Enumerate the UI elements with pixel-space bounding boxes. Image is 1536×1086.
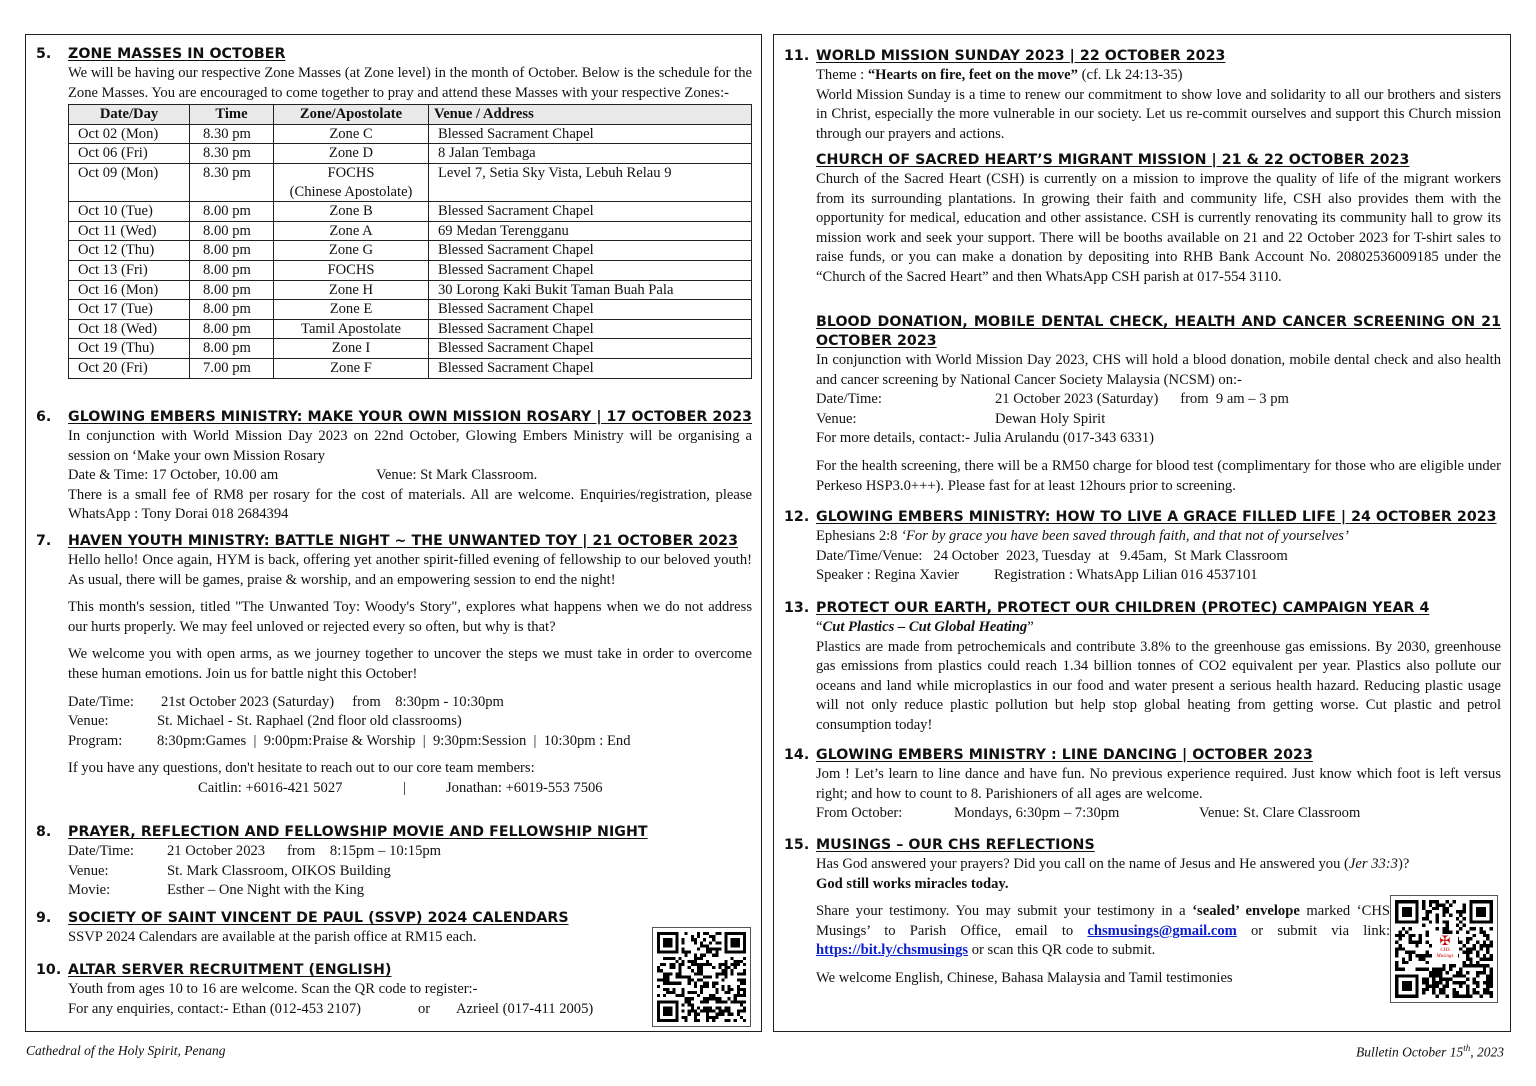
cell-venue: 8 Jalan Tembaga [429,144,752,164]
cell-date: Oct 12 (Thu) [69,241,190,261]
col-header-time: Time [190,105,274,125]
paragraph: For the health screening, there will be a RM50 charge for blood test (complimentary for those who are eligible under Perkeso HSP3.0+++). Please fast for at least 12hours prior to screening. [816,457,1501,494]
label: Date/Time: [816,391,882,408]
cell-time: 8.30 pm [190,124,274,144]
table-row [69,163,752,201]
cell-venue: Blessed Sacrament Chapel [429,202,752,222]
section-movie-night [36,823,752,901]
paragraph: If you have any questions, don't hesitate to reach out to our core team members: [68,760,535,777]
paragraph: In conjunction with World Mission Day 2023, CHS will hold a blood donation, mobile dental check and also health and cancer screening by National Cancer Society Malaysia (NCSM) on:- [816,352,1501,388]
section-line-dancing [784,746,1501,824]
cell-time: 8.30 pm [190,144,274,164]
table-row [69,221,752,241]
section-heading: 13. PROTECT OUR EARTH, PROTECT OUR CHILDREN (PROTEC) CAMPAIGN YEAR 4 [784,600,1430,616]
paragraph: Church of the Sacred Heart (CSH) is currently on a mission to improve the quality of life of the migrant workers from its surrounding plantations. In growing their faith and community life, CSH also provides them with the opportunity for medical, education and other assistance. CSH is currently renovating its community hall to grow its mission work and seek your support. There will be booths available on 21 and 22 October 2023 for T-shirt sales to raise funds, or you can make a donation by depositing into RHB Bank Account No. 20802536009185 under the “Church of the Sacred Heart” and then WhatsApp CSH parish at 017-554 3110. [816,171,1501,285]
section-heading: 15. MUSINGS – OUR CHS REFLECTIONS [784,837,1095,853]
section-ssvp-calendars [36,909,752,948]
cell-zone: Zone D [274,144,429,164]
cell-time: 8.00 pm [190,241,274,261]
paragraph: Share your testimony. You may submit your testimony in a ‘sealed’ envelope marked ‘CHS Musings’ to Parish Office, email to chsmusings@gmail.com or submit via link: https://bit.ly/chsmusings or scan this QR code to submit. [816,903,1390,959]
cell-venue: Blessed Sacrament Chapel [429,339,752,359]
cell-time: 8.00 pm [190,221,274,241]
scripture-line: Ephesians 2:8 ‘For by grace you have been saved through faith, and that not of yourselves’ [816,528,1349,544]
cell-date: Oct 17 (Tue) [69,300,190,320]
cell-date: Oct 19 (Thu) [69,339,190,359]
cell-date: Oct 09 (Mon) [69,163,190,201]
cell-zone: Tamil Apostolate [274,319,429,339]
section-title: GLOWING EMBERS MINISTRY : LINE DANCING | OCTOBER 2023 [816,747,1313,763]
cell-time: 8.00 pm [190,319,274,339]
event-date: Date & Time: 17 October, 10.00 am [68,467,279,484]
cell-zone: Zone C [274,124,429,144]
section-title: ZONE MASSES IN OCTOBER [68,46,286,62]
theme-line: Theme : “Hearts on fire, feet on the move” (cf. Lk 24:13-35) [816,67,1183,83]
section-title: PROTECT OUR EARTH, PROTECT OUR CHILDREN (PROTEC) CAMPAIGN YEAR 4 [816,600,1430,616]
event-datetime: 21 October 2023 from 8:15pm – 10:15pm [167,843,442,859]
cell-time: 8.00 pm [190,300,274,320]
event-venue: Venue: St Mark Classroom. [376,467,538,484]
section-heading: 7. HAVEN YOUTH MINISTRY: BATTLE NIGHT ~ THE UNWANTED TOY | 21 OCTOBER 2023 [36,533,739,549]
qr-code-icon [657,932,746,1022]
table-row [69,280,752,300]
zone-masses-table [68,104,752,378]
table-row [69,124,752,144]
section-protec-campaign [784,599,1501,736]
label: Venue: [68,713,109,730]
cell-time: 8.30 pm [190,163,274,201]
label: Date/Time: [68,843,134,859]
cell-time: 8.00 pm [190,202,274,222]
cell-date: Oct 11 (Wed) [69,221,190,241]
section-blood-donation [784,313,1501,496]
paragraph: Jom ! Let’s learn to line dance and have fun. No previous experience required. Just know which foot is left versus right; and how to count to 8. Parishioners of all ages are welcome. [816,766,1501,802]
footer-parish-name: Cathedral of the Holy Spirit, Penang [26,1043,226,1058]
section-title: GLOWING EMBERS MINISTRY: HOW TO LIVE A GRACE FILLED LIFE | 24 OCTOBER 2023 [816,509,1497,525]
contact-jonathan: Jonathan: +6019-553 7506 [446,779,603,796]
cell-zone: Zone B [274,202,429,222]
paragraph: Youth from ages 10 to 16 are welcome. Scan the QR code to register:- [68,981,478,997]
table-row [69,144,752,164]
cell-zone: FOCHS (Chinese Apostolate) [274,163,429,201]
event-venue: St. Mark Classroom, OIKOS Building [167,862,391,879]
table-row [69,241,752,261]
cell-date: Oct 13 (Fri) [69,260,190,280]
section-heading [784,151,1501,170]
section-heading: 9. SOCIETY OF SAINT VINCENT DE PAUL (SSVP) 2024 CALENDARS [36,910,569,926]
email-link[interactable]: chsmusings@gmail.com [1087,922,1237,939]
col-header-date: Date/Day [69,105,190,125]
event-schedule: Mondays, 6:30pm – 7:30pm [954,805,1120,822]
section-title: CHURCH OF SACRED HEART’S MIGRANT MISSION | 21 & 22 OCTOBER 2023 [816,152,1410,168]
section-heading: 12. GLOWING EMBERS MINISTRY: HOW TO LIVE A GRACE FILLED LIFE | 24 OCTOBER 2023 [784,509,1497,525]
contact-caitlin: Caitlin: +6016-421 5027 [198,779,343,796]
label: Program: [68,732,123,749]
section-heading: 5. ZONE MASSES IN OCTOBER [36,46,286,62]
altar-server-qr-code[interactable] [652,927,751,1027]
table-row [69,300,752,320]
cell-zone: Zone G [274,241,429,261]
event-program: 8:30pm:Games | 9:00pm:Praise & Worship | 9:30pm:Session | 10:30pm : End [157,732,631,749]
cell-zone: Zone H [274,280,429,300]
section-title: WORLD MISSION SUNDAY 2023 | 22 OCTOBER 2023 [816,48,1226,64]
table-row [69,260,752,280]
section-heading: 14. GLOWING EMBERS MINISTRY : LINE DANCING | OCTOBER 2023 [784,747,1313,763]
table-row [69,202,752,222]
cell-venue: Blessed Sacrament Chapel [429,241,752,261]
cell-venue: Blessed Sacrament Chapel [429,124,752,144]
cell-time: 8.00 pm [190,339,274,359]
cell-venue: Blessed Sacrament Chapel [429,300,752,320]
cell-zone: Zone E [274,300,429,320]
cell-zone: Zone A [274,221,429,241]
event-datetime: 21st October 2023 (Saturday) from 8:30pm - 10:30pm [161,693,504,710]
qr-logo: ✠ CHS Musings [1432,934,1458,964]
bold-statement: God still works miracles today. [816,875,1009,892]
section-heading: 8. PRAYER, REFLECTION AND FELLOWSHIP MOVIE AND FELLOWSHIP NIGHT [36,824,648,840]
cell-venue: 69 Medan Terengganu [429,221,752,241]
cell-venue: Blessed Sacrament Chapel [429,319,752,339]
left-column [25,34,762,1032]
section-heading: 10. ALTAR SERVER RECRUITMENT (ENGLISH) [36,962,392,978]
cell-zone: FOCHS [274,260,429,280]
section-world-mission-sunday [784,47,1501,144]
cell-zone: Zone F [274,358,429,378]
cell-date: Oct 16 (Mon) [69,280,190,300]
cell-date: Oct 02 (Mon) [69,124,190,144]
registration: Registration : WhatsApp Lilian 016 4537101 [994,567,1258,584]
section-heading: 6. GLOWING EMBERS MINISTRY: MAKE YOUR OWN MISSION ROSARY | 17 OCTOBER 2023 [36,409,753,425]
paragraph: This month's session, titled "The Unwanted Toy: Woody's Story", explores what happens when we do not address our hurts properly. We may feel unloved or rejected every so often, but why is that? [68,599,752,635]
section-altar-server: 10. ALTAR SERVER RECRUITMENT (ENGLISH) Youth from ages 10 to 16 are welcome. Scan the QR code to register:- For any enquiries, contact:- Ethan (012-453 2107) or Azrieel (017-411 2005) [36,961,752,1019]
cell-date: Oct 20 (Fri) [69,358,190,378]
paragraph: We welcome English, Chinese, Bahasa Malaysia and Tamil testimonies [816,969,1233,986]
cell-zone: Zone I [274,339,429,359]
campaign-slogan: “Cut Plastics – Cut Global Heating” [816,619,1034,635]
cell-venue: Level 7, Setia Sky Vista, Lebuh Relau 9 [429,163,752,201]
section-mission-rosary [36,408,752,525]
contact-azrieel: Azrieel (017-411 2005) [456,1000,594,1017]
section-title: MUSINGS – OUR CHS REFLECTIONS [816,837,1095,853]
cell-time: 8.00 pm [190,280,274,300]
separator: | [403,779,406,796]
contact-details: For more details, contact:- Julia Arulandu (017-343 6331) [816,430,1155,447]
paragraph: World Mission Sunday is a time to renew our commitment to show love and solidarity to all our brothers and sisters in Christ, especially the more vulnerable in our society. Let us re-commit ourselves and support this Church mission through our prayers and actions. [816,86,1501,142]
musings-qr-code[interactable] [1390,895,1498,1003]
footer-bulletin-date: Bulletin October 15th, 2023 [1356,1043,1504,1060]
paragraph: We welcome you with open arms, as we journey together to uncover the steps we must take in order to overcome these human emotions. Join us for battle night this October! [68,646,752,682]
paragraph: There is a small fee of RM8 per rosary for the cost of materials. All are welcome. Enquiries/registration, please WhatsApp : Tony Dorai 018 2684394 [68,486,752,523]
cell-venue: Blessed Sacrament Chapel [429,260,752,280]
cell-time: 7.00 pm [190,358,274,378]
table-row [69,358,752,378]
event-datetime: 21 October 2023 (Saturday) from 9 am – 3 pm [995,391,1289,408]
event-movie: Esther – One Night with the King [167,882,364,899]
speaker: Speaker : Regina Xavier [816,567,960,584]
table-row [69,319,752,339]
theme-text: “Hearts on fire, feet on the move” [867,67,1078,83]
section-title: HAVEN YOUTH MINISTRY: BATTLE NIGHT ~ THE UNWANTED TOY | 21 OCTOBER 2023 [68,533,739,549]
cell-date: Oct 10 (Tue) [69,202,190,222]
cell-time: 8.00 pm [190,260,274,280]
right-column [773,34,1511,1032]
section-title: GLOWING EMBERS MINISTRY: MAKE YOUR OWN MISSION ROSARY | 17 OCTOBER 2023 [68,409,753,425]
musings-link[interactable]: https://bit.ly/chsmusings [816,942,969,959]
table-row [69,339,752,359]
label: Movie: [68,882,111,899]
event-venue: Dewan Holy Spirit [995,410,1106,427]
event-venue: Venue: St. Clare Classroom [1199,805,1361,822]
cell-date: Oct 06 (Fri) [69,144,190,164]
scripture-quote: ‘For by grace you have been saved through faith, and that not of yourselves’ [901,528,1349,544]
label: Date/Time: [68,693,134,710]
event-venue: St. Michael - St. Raphael (2nd floor old classrooms) [157,713,462,730]
label: Venue: [816,410,857,427]
event-datetime-venue: Date/Time/Venue: 24 October 2023, Tuesday at 9.45am, St Mark Classroom [816,547,1288,564]
col-header-zone: Zone/Apostolate [274,105,429,125]
cross-icon: ✠ [1439,933,1451,948]
contact-ethan: For any enquiries, contact:- Ethan (012-453 2107) [68,1000,362,1017]
section-title: SOCIETY OF SAINT VINCENT DE PAUL (SSVP) 2024 CALENDARS [68,910,569,926]
section-title: ALTAR SERVER RECRUITMENT (ENGLISH) [68,962,392,978]
table-header-row [69,105,752,125]
paragraph: SSVP 2024 Calendars are available at the parish office at RM15 each. [68,929,477,945]
paragraph: Has God answered your prayers? Did you call on the name of Jesus and He answered you (Jer 33:3)? [816,856,1410,872]
section-title: BLOOD DONATION, MOBILE DENTAL CHECK, HEALTH AND CANCER SCREENING ON 21 OCTOBER 2023 [816,314,1501,349]
section-grace-filled-life [784,508,1501,586]
label: From October: [816,805,903,822]
cell-venue: Blessed Sacrament Chapel [429,358,752,378]
section-title: PRAYER, REFLECTION AND FELLOWSHIP MOVIE AND FELLOWSHIP NIGHT [68,824,648,840]
section-heading: 11. WORLD MISSION SUNDAY 2023 | 22 OCTOBER 2023 [784,48,1226,64]
section-battle-night [36,532,752,799]
cell-venue: 30 Lorong Kaki Bukit Taman Buah Pala [429,280,752,300]
label: Venue: [68,862,109,879]
paragraph: In conjunction with World Mission Day 2023 on 22nd October, Glowing Embers Ministry will be organising a session on ‘Make your own Mission Rosary [68,428,752,464]
section-heading [784,313,1501,351]
cell-date: Oct 18 (Wed) [69,319,190,339]
paragraph: Hello hello! Once again, HYM is back, offering yet another spirit-filled evening of fellowship to our beloved youth! As usual, there will be games, praise & worship, and an empowering session to end the night! [68,552,752,588]
section-migrant-mission [784,151,1501,288]
col-header-venue: Venue / Address [429,105,752,125]
section-zone-masses [36,45,752,379]
zone-masses-intro: We will be having our respective Zone Masses (at Zone level) in the month of October. Below is the schedule for the Zone Masses. You are encouraged to come together to pray and attend these Masses with your respective Zones:- [68,65,752,101]
paragraph: Plastics are made from petrochemicals and contribute 3.8% to the greenhouse gas emissions. By 2030, greenhouse gas emissions from plastics could reach 1.34 billion tonnes of CO2 equivalent per year. Plastics also pollute our oceans and land while microplastics in our food and water present a serious health hazard. Reducing plastic usage will not only reduce plastic pollution but help stop global heating from getting worse. Cut plastic and petrol consumption today! [816,638,1501,733]
